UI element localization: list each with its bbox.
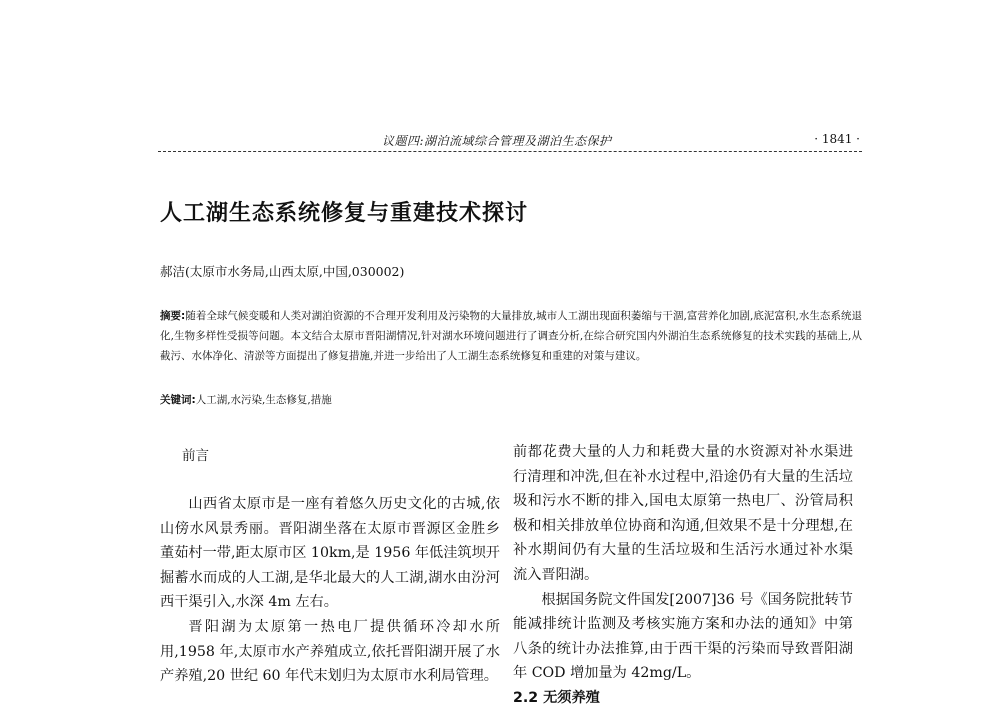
abstract-label: 摘要: [160, 310, 186, 322]
body-paragraph: 前都花费大量的人力和耗费大量的水资源对补水渠进行清理和冲洗,但在补水过程中,沿途仍有大量的生活垃圾和污水不断的排入,国电太原第一热电厂、汾管局积极和相关排放单位协商和沟通,但效果不是十分理想,在补水期间仍有大量的生活垃圾和生活污水通过补水渠流入晋阳湖。 [513, 444, 853, 583]
subsection-heading: 2.2 无须养殖 [513, 689, 600, 706]
body-paragraph: 晋阳湖为太原第一热电厂提供循环冷却水所用,1958 年,太原市水产养殖成立,依托晋阳湖开展了水产养殖,20 世纪 60 年代末划归为太原市水利局管理。 [160, 618, 500, 685]
keywords-text: 人工湖,水污染,生态修复,措施 [195, 394, 332, 406]
body-column-left [160, 440, 500, 689]
abstract [160, 306, 862, 366]
page-number: · 1841 · [814, 132, 860, 146]
body-paragraph: 山西省太原市是一座有着悠久历史文化的古城,依山傍水风景秀丽。晋阳湖坐落在太原市晋源区金胜乡董茹村一带,距太原市区 10km,是 1956 年低洼筑坝开掘蓄水而成的人工湖,是华北最大的人工湖,湖水由汾河西干渠引入,水深 4m 左右。 [160, 496, 500, 611]
keywords [160, 390, 332, 410]
section-heading-preface: 前言 [182, 448, 209, 464]
body-column-right [513, 440, 853, 711]
running-header [160, 126, 860, 148]
author-affiliation: 郝洁(太原市水务局,山西太原,中国,030002) [160, 264, 405, 279]
running-title: 议题四:湖泊流域综合管理及湖泊生态保护 [382, 134, 612, 148]
header-divider [158, 151, 862, 152]
abstract-text: 随着全球气候变暖和人类对湖泊资源的不合理开发利用及污染物的大量排放,城市人工湖出现面积萎缩与干涸,富营养化加剧,底泥富积,水生态系统退化,生物多样性受损等问题。本文结合太原市晋阳湖情况,针对湖水环境问题进行了调查分析,在综合研究国内外湖泊生态系统修复的技术实践的基础上,从截污、水体净化、清淤等方面提出了修复措施,并进一步给出了人工湖生态系统修复和重建的对策与建议。 [160, 310, 862, 362]
keywords-label: 关键词: [160, 394, 196, 406]
article-title: 人工湖生态系统修复与重建技术探讨 [160, 201, 529, 226]
body-paragraph: 根据国务院文件国发[2007]36 号《国务院批转节能减排统计监测及考核实施方案和办法的通知》中第八条的统计办法推算,由于西干渠的污染而导致晋阳湖年 COD 增加量为 42mg/L。 [513, 591, 853, 682]
